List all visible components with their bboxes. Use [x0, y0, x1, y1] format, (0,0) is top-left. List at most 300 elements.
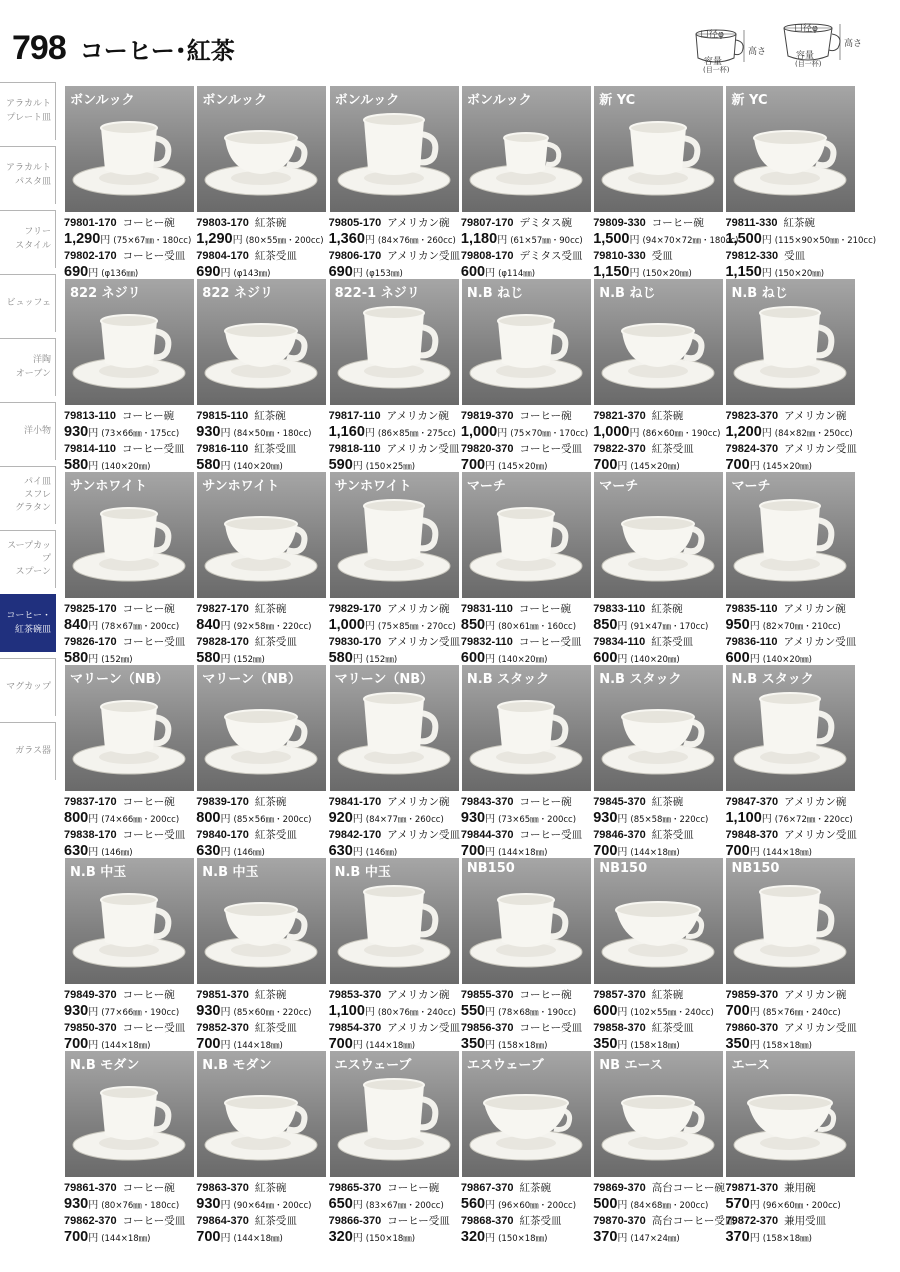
item-line [329, 409, 461, 425]
series-name: ボンルック [466, 93, 532, 108]
product-card [593, 472, 725, 665]
item-line [329, 1021, 461, 1037]
yen-sign: 円 [749, 1232, 760, 1244]
item-line [329, 1181, 461, 1197]
dimensions: (144×18㎜) [498, 847, 548, 858]
item-line [593, 988, 725, 1004]
series-name: N.B ねじ [599, 286, 656, 301]
item-code: 79833-110 [593, 603, 646, 615]
yen-sign: 円 [617, 1039, 628, 1051]
series-name: ボンルック [202, 93, 267, 108]
yen-sign: 円 [220, 1006, 231, 1018]
product-card [64, 858, 196, 1051]
item-description: 紅茶碗 [651, 410, 684, 422]
item-code: 79857-370 [593, 989, 646, 1001]
product-card [64, 472, 196, 665]
yen-sign: 円 [485, 1039, 496, 1051]
item-description: アメリカン受皿 [387, 829, 460, 841]
item-description: アメリカン碗 [387, 217, 450, 229]
yen-sign: 円 [761, 427, 772, 439]
product-photo [462, 665, 591, 791]
yen-sign: 円 [220, 620, 231, 632]
item-line [196, 635, 328, 651]
item-code: 79819-370 [460, 410, 514, 422]
product-card [64, 86, 196, 279]
product-info [196, 409, 328, 475]
dimensions: (84×50㎜・180cc) [233, 428, 312, 439]
item-line [461, 602, 593, 618]
item-code: 79842-170 [328, 829, 382, 841]
item-code: 79869-370 [593, 1182, 646, 1194]
dimensions: (140×20㎜) [101, 461, 151, 472]
product-info [64, 988, 196, 1054]
yen-sign: 円 [220, 460, 231, 472]
price-line [461, 1230, 593, 1248]
product-info [461, 409, 593, 475]
item-code: 79809-330 [593, 217, 646, 229]
item-code: 79810-330 [593, 250, 646, 262]
price-line [593, 811, 725, 829]
item-line [196, 1214, 328, 1230]
price: 920 [328, 809, 353, 826]
item-description: コーヒー受皿 [122, 250, 186, 262]
yen-sign: 円 [352, 653, 363, 665]
price-line [725, 1004, 857, 1022]
sidebar-item-9[interactable]: マグカップ [0, 658, 56, 716]
price: 700 [593, 456, 618, 473]
yen-sign: 円 [88, 1232, 99, 1244]
item-line [329, 442, 461, 458]
price-line [64, 618, 196, 636]
dimensions: (85×60㎜・220cc) [233, 1007, 312, 1018]
item-description: アメリカン碗 [783, 603, 846, 615]
product-photo [462, 279, 591, 405]
series-name: N.B スタック [731, 672, 814, 687]
sidebar-item-1[interactable]: アラカルト パスタ皿 [0, 146, 56, 204]
price-line [725, 811, 857, 829]
item-code: 79841-170 [328, 796, 382, 808]
item-description: 兼用碗 [784, 1182, 816, 1194]
item-code: 79820-370 [460, 443, 514, 455]
series-name: NB150 [599, 861, 648, 876]
item-description: コーヒー碗 [122, 603, 175, 615]
product-card [196, 279, 328, 472]
price: 590 [328, 456, 353, 473]
item-code: 79832-110 [460, 636, 513, 648]
price: 350 [593, 1035, 618, 1052]
item-line [461, 1021, 593, 1037]
item-description: コーヒー碗 [519, 796, 572, 808]
yen-sign: 円 [352, 1199, 363, 1211]
dimensions: (84×77㎜・260cc) [365, 814, 444, 825]
price: 1,290 [64, 230, 101, 247]
price: 500 [593, 1195, 618, 1212]
item-line [725, 1214, 857, 1230]
sidebar-item-2[interactable]: フリー スタイル [0, 210, 56, 268]
yen-sign: 円 [617, 460, 628, 472]
item-code: 79806-170 [328, 250, 382, 262]
product-card [725, 1051, 857, 1244]
price: 1,360 [328, 230, 365, 247]
product-info [593, 216, 739, 282]
item-line [64, 1021, 196, 1037]
product-info [461, 1181, 593, 1247]
price-line [593, 425, 725, 443]
product-photo [65, 858, 194, 984]
item-code: 79807-170 [460, 217, 514, 229]
item-line [329, 1214, 461, 1230]
price-line [329, 1197, 461, 1215]
series-name: マーチ [731, 479, 771, 494]
item-line [64, 1214, 196, 1230]
price-line [461, 618, 593, 636]
item-line [329, 795, 461, 811]
dimensions: (158×18㎜) [762, 1040, 812, 1051]
item-code: 79871-370 [725, 1182, 779, 1194]
dimensions: (74×66㎜・200cc) [101, 814, 180, 825]
item-description: 紅茶碗 [651, 603, 683, 615]
price: 930 [196, 1195, 221, 1212]
product-info [196, 216, 328, 282]
item-line [725, 216, 857, 232]
price: 1,500 [725, 230, 762, 247]
item-line [725, 1181, 857, 1197]
item-line [64, 635, 196, 651]
product-info [64, 1181, 196, 1247]
yen-sign: 円 [749, 460, 760, 472]
item-line [593, 1021, 725, 1037]
item-code: 79804-170 [196, 250, 249, 262]
product-info [725, 1181, 857, 1247]
price-line [196, 1197, 328, 1215]
item-description: コーヒー受皿 [387, 1215, 450, 1227]
price-line [64, 1197, 196, 1215]
dimensions: (75×70㎜・170cc) [510, 428, 589, 439]
item-line [593, 635, 725, 651]
price: 930 [196, 1002, 221, 1019]
price-line [196, 425, 328, 443]
item-code: 79868-370 [460, 1215, 514, 1227]
item-description: アメリカン受皿 [783, 636, 857, 648]
item-description: 紅茶碗 [651, 989, 684, 1001]
series-name: N.B ねじ [731, 286, 788, 301]
item-description: 紅茶碗 [254, 217, 287, 229]
price: 690 [328, 263, 353, 280]
price-line [64, 811, 196, 829]
item-description: アメリカン受皿 [784, 443, 857, 455]
series-name: マーチ [599, 479, 639, 494]
item-line [64, 409, 196, 425]
item-line [461, 1181, 593, 1197]
dimensions: (145×20㎜) [498, 461, 548, 472]
dimensions: (144×18㎜) [233, 1233, 283, 1244]
item-line [64, 1181, 196, 1197]
product-photo [65, 86, 194, 212]
price: 700 [725, 842, 750, 859]
item-description: 受皿 [651, 250, 673, 262]
price-line [64, 232, 196, 250]
dimensions: (96×60㎜・200cc) [498, 1200, 577, 1211]
product-info [461, 216, 593, 282]
item-description: コーヒー受皿 [122, 829, 186, 841]
item-description: アメリカン碗 [387, 603, 450, 615]
product-row [64, 665, 858, 858]
price: 700 [593, 842, 618, 859]
product-card [329, 472, 461, 665]
price: 1,000 [593, 423, 630, 440]
item-description: コーヒー受皿 [122, 636, 186, 648]
item-description: コーヒー碗 [122, 410, 175, 422]
item-code: 79824-370 [725, 443, 779, 455]
product-card [461, 472, 593, 665]
item-description: 紅茶碗 [651, 796, 684, 808]
price: 930 [64, 1195, 89, 1212]
item-description: アメリカン碗 [784, 989, 847, 1001]
yen-sign: 円 [629, 234, 640, 246]
product-info [461, 795, 593, 861]
dimensions: (φ143㎜) [233, 268, 271, 279]
item-description: 紅茶受皿 [254, 250, 297, 262]
price: 600 [593, 1002, 618, 1019]
product-info [461, 988, 593, 1054]
item-description: アメリカン碗 [784, 410, 847, 422]
item-code: 79835-110 [725, 603, 778, 615]
product-photo [197, 472, 326, 598]
yen-sign: 円 [749, 846, 760, 858]
item-code: 79830-170 [328, 636, 382, 648]
product-photo [65, 279, 194, 405]
price: 600 [593, 649, 618, 666]
item-description: デミタス受皿 [519, 250, 583, 262]
item-line [64, 442, 196, 458]
item-code: 79872-370 [725, 1215, 779, 1227]
dimensions: (92×58㎜・220cc) [233, 621, 312, 632]
item-line [196, 1021, 328, 1037]
dimensions: (150×20㎜) [642, 268, 692, 279]
item-line [196, 602, 328, 618]
item-code: 79852-370 [196, 1022, 249, 1034]
item-line [593, 216, 725, 232]
item-description: アメリカン受皿 [387, 636, 460, 648]
product-card [329, 665, 461, 858]
product-photo [594, 665, 723, 791]
item-description: コーヒー受皿 [122, 443, 185, 455]
item-description: アメリカン碗 [784, 796, 847, 808]
product-info [593, 1181, 736, 1247]
product-info [196, 1181, 328, 1247]
dimensions: (84×76㎜・260cc) [377, 235, 456, 246]
yen-sign: 円 [617, 653, 628, 665]
product-info [196, 602, 328, 668]
item-line [196, 442, 328, 458]
yen-sign: 円 [88, 846, 99, 858]
yen-sign: 円 [629, 267, 640, 279]
dimensions: (80×61㎜・160cc) [498, 621, 577, 632]
item-code: 79864-370 [196, 1215, 249, 1227]
price: 700 [725, 456, 750, 473]
product-card [329, 1051, 461, 1244]
dimensions: (75×85㎜・270cc) [377, 621, 456, 632]
item-line [725, 442, 857, 458]
yen-sign: 円 [485, 813, 496, 825]
dimensions: (140×20㎜) [498, 654, 548, 665]
item-description: アメリカン受皿 [386, 443, 460, 455]
price-line [593, 618, 725, 636]
yen-sign: 円 [761, 813, 772, 825]
product-card [329, 86, 461, 279]
dimensions: (85×58㎜・220cc) [630, 814, 709, 825]
item-description: デミタス碗 [519, 217, 572, 229]
product-row [64, 279, 858, 472]
dimensions: (158×18㎜) [762, 1233, 812, 1244]
item-description: コーヒー碗 [519, 410, 572, 422]
item-description: アメリカン受皿 [784, 1022, 857, 1034]
item-line [725, 409, 857, 425]
product-info [329, 216, 461, 282]
yen-sign: 円 [761, 234, 772, 246]
product-info [725, 602, 857, 668]
price: 580 [64, 649, 89, 666]
product-info [593, 988, 725, 1054]
product-info [64, 409, 196, 475]
item-description: コーヒー碗 [122, 217, 175, 229]
yen-sign: 円 [749, 1006, 760, 1018]
item-line [329, 602, 461, 618]
price: 350 [460, 1035, 486, 1052]
item-line [64, 602, 196, 618]
price: 840 [196, 616, 221, 633]
price: 1,150 [593, 263, 630, 280]
dimensions: (144×18㎜) [101, 1040, 151, 1051]
sidebar-item-5[interactable]: 洋小物 [0, 402, 56, 460]
yen-sign: 円 [352, 460, 363, 472]
price-line [725, 1230, 857, 1248]
yen-sign: 円 [220, 813, 231, 825]
product-photo [330, 472, 459, 598]
dimensions: (145×20㎜) [762, 461, 812, 472]
dimensions: (146㎜) [365, 847, 398, 858]
series-name: N.B 中玉 [70, 865, 127, 880]
sidebar-item-6[interactable]: パイ皿 スフレ グラタン [0, 466, 56, 524]
item-code: 79827-170 [196, 603, 249, 615]
item-line [196, 249, 328, 265]
price-line [593, 1230, 725, 1248]
dimensions: (146㎜) [233, 847, 265, 858]
item-code: 79836-110 [725, 636, 778, 648]
item-line [725, 1021, 857, 1037]
price: 700 [64, 1035, 89, 1052]
price: 800 [64, 809, 89, 826]
item-description: 紅茶碗 [254, 603, 287, 615]
price: 580 [328, 649, 353, 666]
price-line [196, 1004, 328, 1022]
price: 700 [328, 1035, 353, 1052]
item-code: 79840-170 [196, 829, 249, 841]
dimensions: (144×18㎜) [365, 1040, 416, 1051]
sidebar-item-0[interactable]: アラカルト プレート皿 [0, 82, 56, 140]
yen-sign: 円 [485, 620, 496, 632]
item-line [196, 795, 328, 811]
sidebar-item-3[interactable]: ビュッフェ [0, 274, 56, 332]
price: 700 [196, 1228, 221, 1245]
price: 1,000 [328, 616, 365, 633]
yen-sign: 円 [485, 1006, 496, 1018]
price: 370 [593, 1228, 618, 1245]
series-name: N.B モダン [202, 1058, 272, 1073]
sidebar-item-4[interactable]: 洋陶 オーブン [0, 338, 56, 396]
product-card [461, 858, 593, 1051]
product-grid [64, 86, 877, 1245]
item-description: 紅茶碗 [254, 796, 287, 808]
sidebar-item-7[interactable]: スープカップ スプーン [0, 530, 56, 588]
dimensions: (152㎜) [101, 654, 133, 665]
product-card [329, 279, 461, 472]
sidebar-item-8[interactable]: コーヒー・ 紅茶碗皿 [0, 594, 56, 652]
dimensions: (84×68㎜・200cc) [630, 1200, 709, 1211]
item-description: 紅茶受皿 [651, 636, 694, 648]
height-label: 高さ [844, 39, 863, 49]
product-card [64, 665, 196, 858]
item-code: 79801-170 [64, 217, 117, 229]
product-photo [594, 472, 723, 598]
item-code: 79814-110 [64, 443, 116, 455]
price-line [725, 230, 877, 250]
item-code: 79847-370 [725, 796, 779, 808]
product-card [64, 1051, 196, 1244]
item-line [461, 442, 593, 458]
yen-sign: 円 [352, 1039, 363, 1051]
price: 1,290 [196, 230, 233, 247]
product-photo [726, 472, 855, 598]
price-line [461, 1004, 593, 1022]
price-line [593, 230, 739, 250]
yen-sign: 円 [497, 427, 508, 439]
item-line [593, 249, 725, 265]
dimensions: (150×18㎜) [498, 1233, 548, 1244]
item-description: 紅茶受皿 [254, 1215, 297, 1227]
dimensions: (φ114㎜) [498, 268, 536, 279]
price: 630 [64, 842, 89, 859]
product-card [196, 665, 328, 858]
price: 690 [196, 263, 221, 280]
price: 850 [460, 616, 486, 633]
item-description: コーヒー碗 [122, 989, 175, 1001]
product-photo [65, 1051, 194, 1177]
item-code: 79823-370 [725, 410, 779, 422]
yen-sign: 円 [749, 653, 760, 665]
yen-sign: 円 [220, 427, 231, 439]
price: 550 [460, 1002, 486, 1019]
product-row [64, 86, 877, 280]
price: 350 [725, 1035, 750, 1052]
item-line [461, 795, 593, 811]
dimensions: (115×90×50㎜・210cc) [774, 235, 877, 246]
item-description: 受皿 [784, 250, 806, 262]
item-code: 79838-170 [64, 829, 117, 841]
price-line [196, 618, 328, 636]
item-description: コーヒー碗 [518, 603, 571, 615]
yen-sign: 円 [617, 620, 628, 632]
sidebar-item-10[interactable]: ガラス器 [0, 722, 56, 780]
item-line [196, 828, 328, 844]
item-line [461, 1214, 593, 1230]
yen-sign: 円 [88, 460, 99, 472]
item-line [461, 635, 593, 651]
item-code: 79851-370 [196, 989, 249, 1001]
price: 600 [460, 263, 486, 280]
price-line [196, 1230, 328, 1248]
yen-sign: 円 [220, 1039, 231, 1051]
